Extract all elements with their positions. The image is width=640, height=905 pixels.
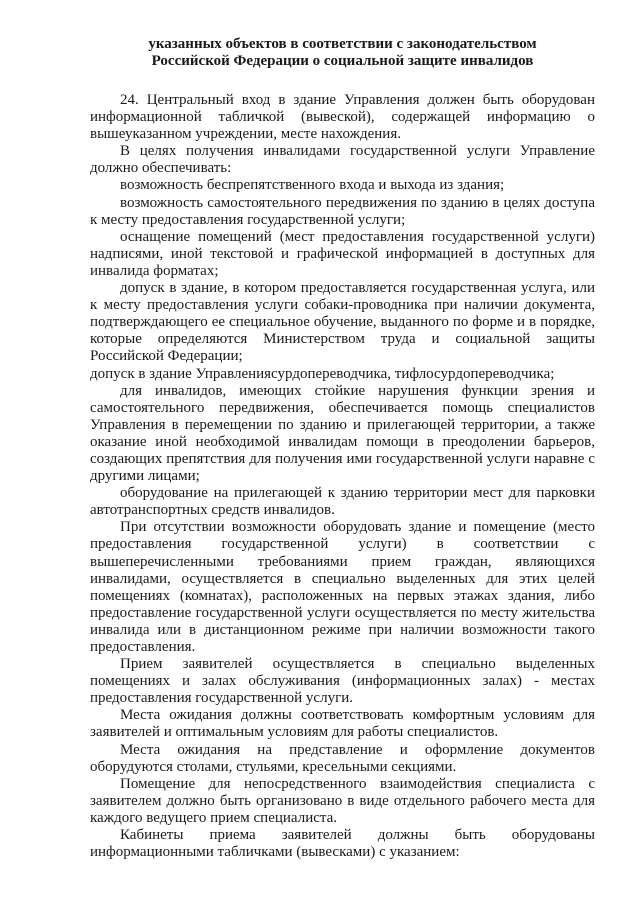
- paragraph-waiting-furniture: Места ожидания на представление и оформление документов оборудуются столами, стульями, кресельными секциями.: [90, 741, 595, 775]
- section-heading: [90, 36, 595, 70]
- list-item-signage: оснащение помещений (мест предоставления государственной услуги) надписями, иной текстовой и графической информацией в доступных для инвалида форматах;: [90, 228, 595, 279]
- list-item-guide-dog: допуск в здание, в котором предоставляется государственная услуга, или к месту предоставления услуги собаки-проводника при наличии документа, подтверждающего ее специальное обучение, выданного по форме и в порядке, которые определяются Министерством труда и социальной защиты Российской Федерации;: [90, 280, 595, 365]
- list-item-assistance: для инвалидов, имеющих стойкие нарушения функции зрения и самостоятельного передвижения, обеспечивается помощь специалистов Управления в перемещении по зданию и прилегающей территории, а также оказание иной необходимой инвалидам помощи в преодолении барьеров, создающих препятствия для получения ими государственной услуги наравне с другими лицами;: [90, 382, 595, 485]
- list-item-interpreter: допуск в здание Управлениясурдопереводчика, тифлосурдопереводчика;: [90, 365, 555, 382]
- heading-line-2: Российской Федерации о социальной защите инвалидов: [151, 53, 534, 69]
- paragraph-alternative-reception: При отсутствии возможности оборудовать здание и помещение (место предоставления государственной услуги) в соответствии с вышеперечисленными требованиями прием граждан, являющихся инвалидами, осуществляется в специально выделенных для этих целей помещениях (комнатах), расположенных на первых этажах здания, либо предоставление государственной услуги осуществляется по месту жительства инвалида или в дистанционном режиме при наличии возможности такого предоставления.: [90, 519, 595, 655]
- list-item-parking: оборудование на прилегающей к зданию территории мест для парковки автотранспортных средств инвалидов.: [90, 485, 595, 519]
- paragraph-central-entrance: 24. Центральный вход в здание Управления должен быть оборудован информационной табличкой (вывеской), содержащей информацию о вышеуказанном учреждении, месте нахождения.: [90, 92, 595, 143]
- paragraph-accessibility-intro: В целях получения инвалидами государственной услуги Управление должно обеспечивать:: [90, 143, 595, 177]
- heading-line-1: указанных объектов в соответствии с законодательством: [148, 36, 537, 52]
- paragraph-reception-halls: Прием заявителей осуществляется в специально выделенных помещениях и залах обслуживания (информационных залах) - местах предоставления государственной услуги.: [90, 656, 595, 707]
- paragraph-office-signage: Кабинеты приема заявителей должны быть оборудованы информационными табличками (вывесками) с указанием:: [90, 827, 595, 861]
- list-item-entrance-exit: возможность беспрепятственного входа и выхода из здания;: [120, 177, 505, 194]
- paragraph-waiting-areas: Места ожидания должны соответствовать комфортным условиям для заявителей и оптимальным условиям для работы специалистов.: [90, 707, 595, 741]
- document-body: [90, 92, 595, 861]
- paragraph-workplace: Помещение для непосредственного взаимодействия специалиста с заявителем должно быть организовано в виде отдельного рабочего места для каждого ведущего прием специалиста.: [90, 775, 595, 826]
- document-page: [90, 0, 595, 861]
- list-item-movement: возможность самостоятельного передвижения по зданию в целях доступа к месту предоставления государственной услуги;: [90, 194, 595, 228]
